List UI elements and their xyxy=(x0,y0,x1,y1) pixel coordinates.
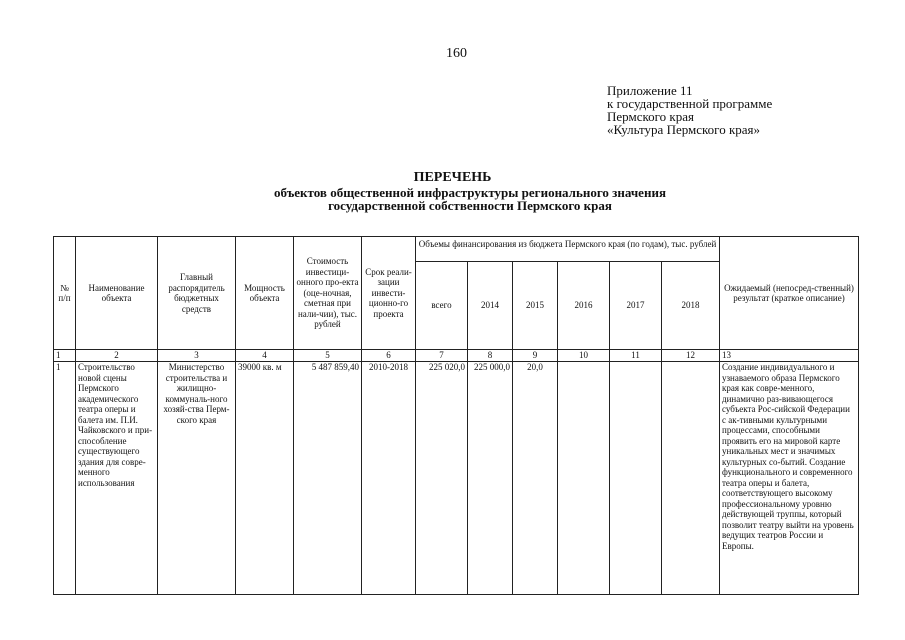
header-year-2014: 2014 xyxy=(468,262,513,350)
cell-object-name: Строительство новой сцены Пермского академического театра оперы и балета им. П.И. Чайковского и при-способление существующего здания для совре-менного использования xyxy=(76,362,158,595)
document-title: ПЕРЕЧЕНЬ xyxy=(413,170,492,185)
cell-expected-result: Создание индивидуального и узнаваемого образа Пермского края как совре-менного, динамично раз-вивающегося субъекта Рос-сийской Федерации с ак-тивными культурными процессами, способными проявить его на мировой карте уникальных мест и значимых культурных со-бытий. Создание функционального и современного театра оперы и балета, соответствующего высокому профессиональному уровню действующей труппы, который позволит театру выйти на уровень ведущих театров России и Европы. xyxy=(720,362,859,595)
header-year-2016: 2016 xyxy=(558,262,610,350)
cell-period: 2010-2018 xyxy=(362,362,416,595)
header-period: Срок реали-зации инвести-ционно-го проекта xyxy=(362,237,416,350)
column-number: 7 xyxy=(416,350,468,362)
cell-year-2014: 225 000,0 xyxy=(468,362,513,595)
cell-cost: 5 487 859,40 xyxy=(294,362,362,595)
column-number: 9 xyxy=(513,350,558,362)
header-number: № п/п xyxy=(54,237,76,350)
header-total: всего xyxy=(416,262,468,350)
cell-year-2016 xyxy=(558,362,610,595)
header-budget-manager: Главный распорядитель бюджетных средств xyxy=(158,237,236,350)
cell-year-2015: 20,0 xyxy=(513,362,558,595)
page-number: 160 xyxy=(446,46,467,61)
column-number: 4 xyxy=(236,350,294,362)
subtitle-line: объектов общественной инфраструктуры регионального значения xyxy=(274,185,666,200)
column-number: 11 xyxy=(610,350,662,362)
column-number: 10 xyxy=(558,350,610,362)
column-number-row xyxy=(54,350,859,362)
cell-capacity: 39000 кв. м xyxy=(236,362,294,595)
cell-total: 225 020,0 xyxy=(416,362,468,595)
header-year-2015: 2015 xyxy=(513,262,558,350)
column-number: 8 xyxy=(468,350,513,362)
header-cost: Стоимость инвестици-онного про-екта (оце-ночная, сметная при нали-чии), тыс. рублей xyxy=(294,237,362,350)
subtitle-line: государственной собственности Пермского края xyxy=(328,198,612,213)
appendix-line: Пермского края xyxy=(607,109,694,124)
column-number: 1 xyxy=(54,350,76,362)
column-number: 6 xyxy=(362,350,416,362)
table-row xyxy=(54,362,859,595)
appendix-note xyxy=(607,84,772,136)
column-number: 2 xyxy=(76,350,158,362)
header-funding-group: Объемы финансирования из бюджета Пермского края (по годам), тыс. рублей xyxy=(416,237,720,262)
header-year-2017: 2017 xyxy=(610,262,662,350)
header-row xyxy=(54,237,859,262)
column-number: 5 xyxy=(294,350,362,362)
appendix-line: к государственной программе xyxy=(607,96,773,111)
objects-table xyxy=(53,236,859,595)
header-object-name: Наименование объекта xyxy=(76,237,158,350)
cell-year-2017 xyxy=(610,362,662,595)
header-capacity: Мощность объекта xyxy=(236,237,294,350)
cell-number: 1 xyxy=(54,362,76,595)
column-number: 3 xyxy=(158,350,236,362)
header-year-2018: 2018 xyxy=(662,262,720,350)
cell-year-2018 xyxy=(662,362,720,595)
cell-budget-manager: Министерство строительства и жилищно-коммуналь-ного хозяй-ства Перм-ского края xyxy=(158,362,236,595)
column-number: 13 xyxy=(720,350,859,362)
document-subtitle xyxy=(200,186,740,212)
appendix-line: Приложение 11 xyxy=(607,83,693,98)
appendix-line: «Культура Пермского края» xyxy=(607,122,761,137)
header-expected-result: Ожидаемый (непосред-ственный) результат (краткое описание) xyxy=(720,237,859,350)
column-number: 12 xyxy=(662,350,720,362)
